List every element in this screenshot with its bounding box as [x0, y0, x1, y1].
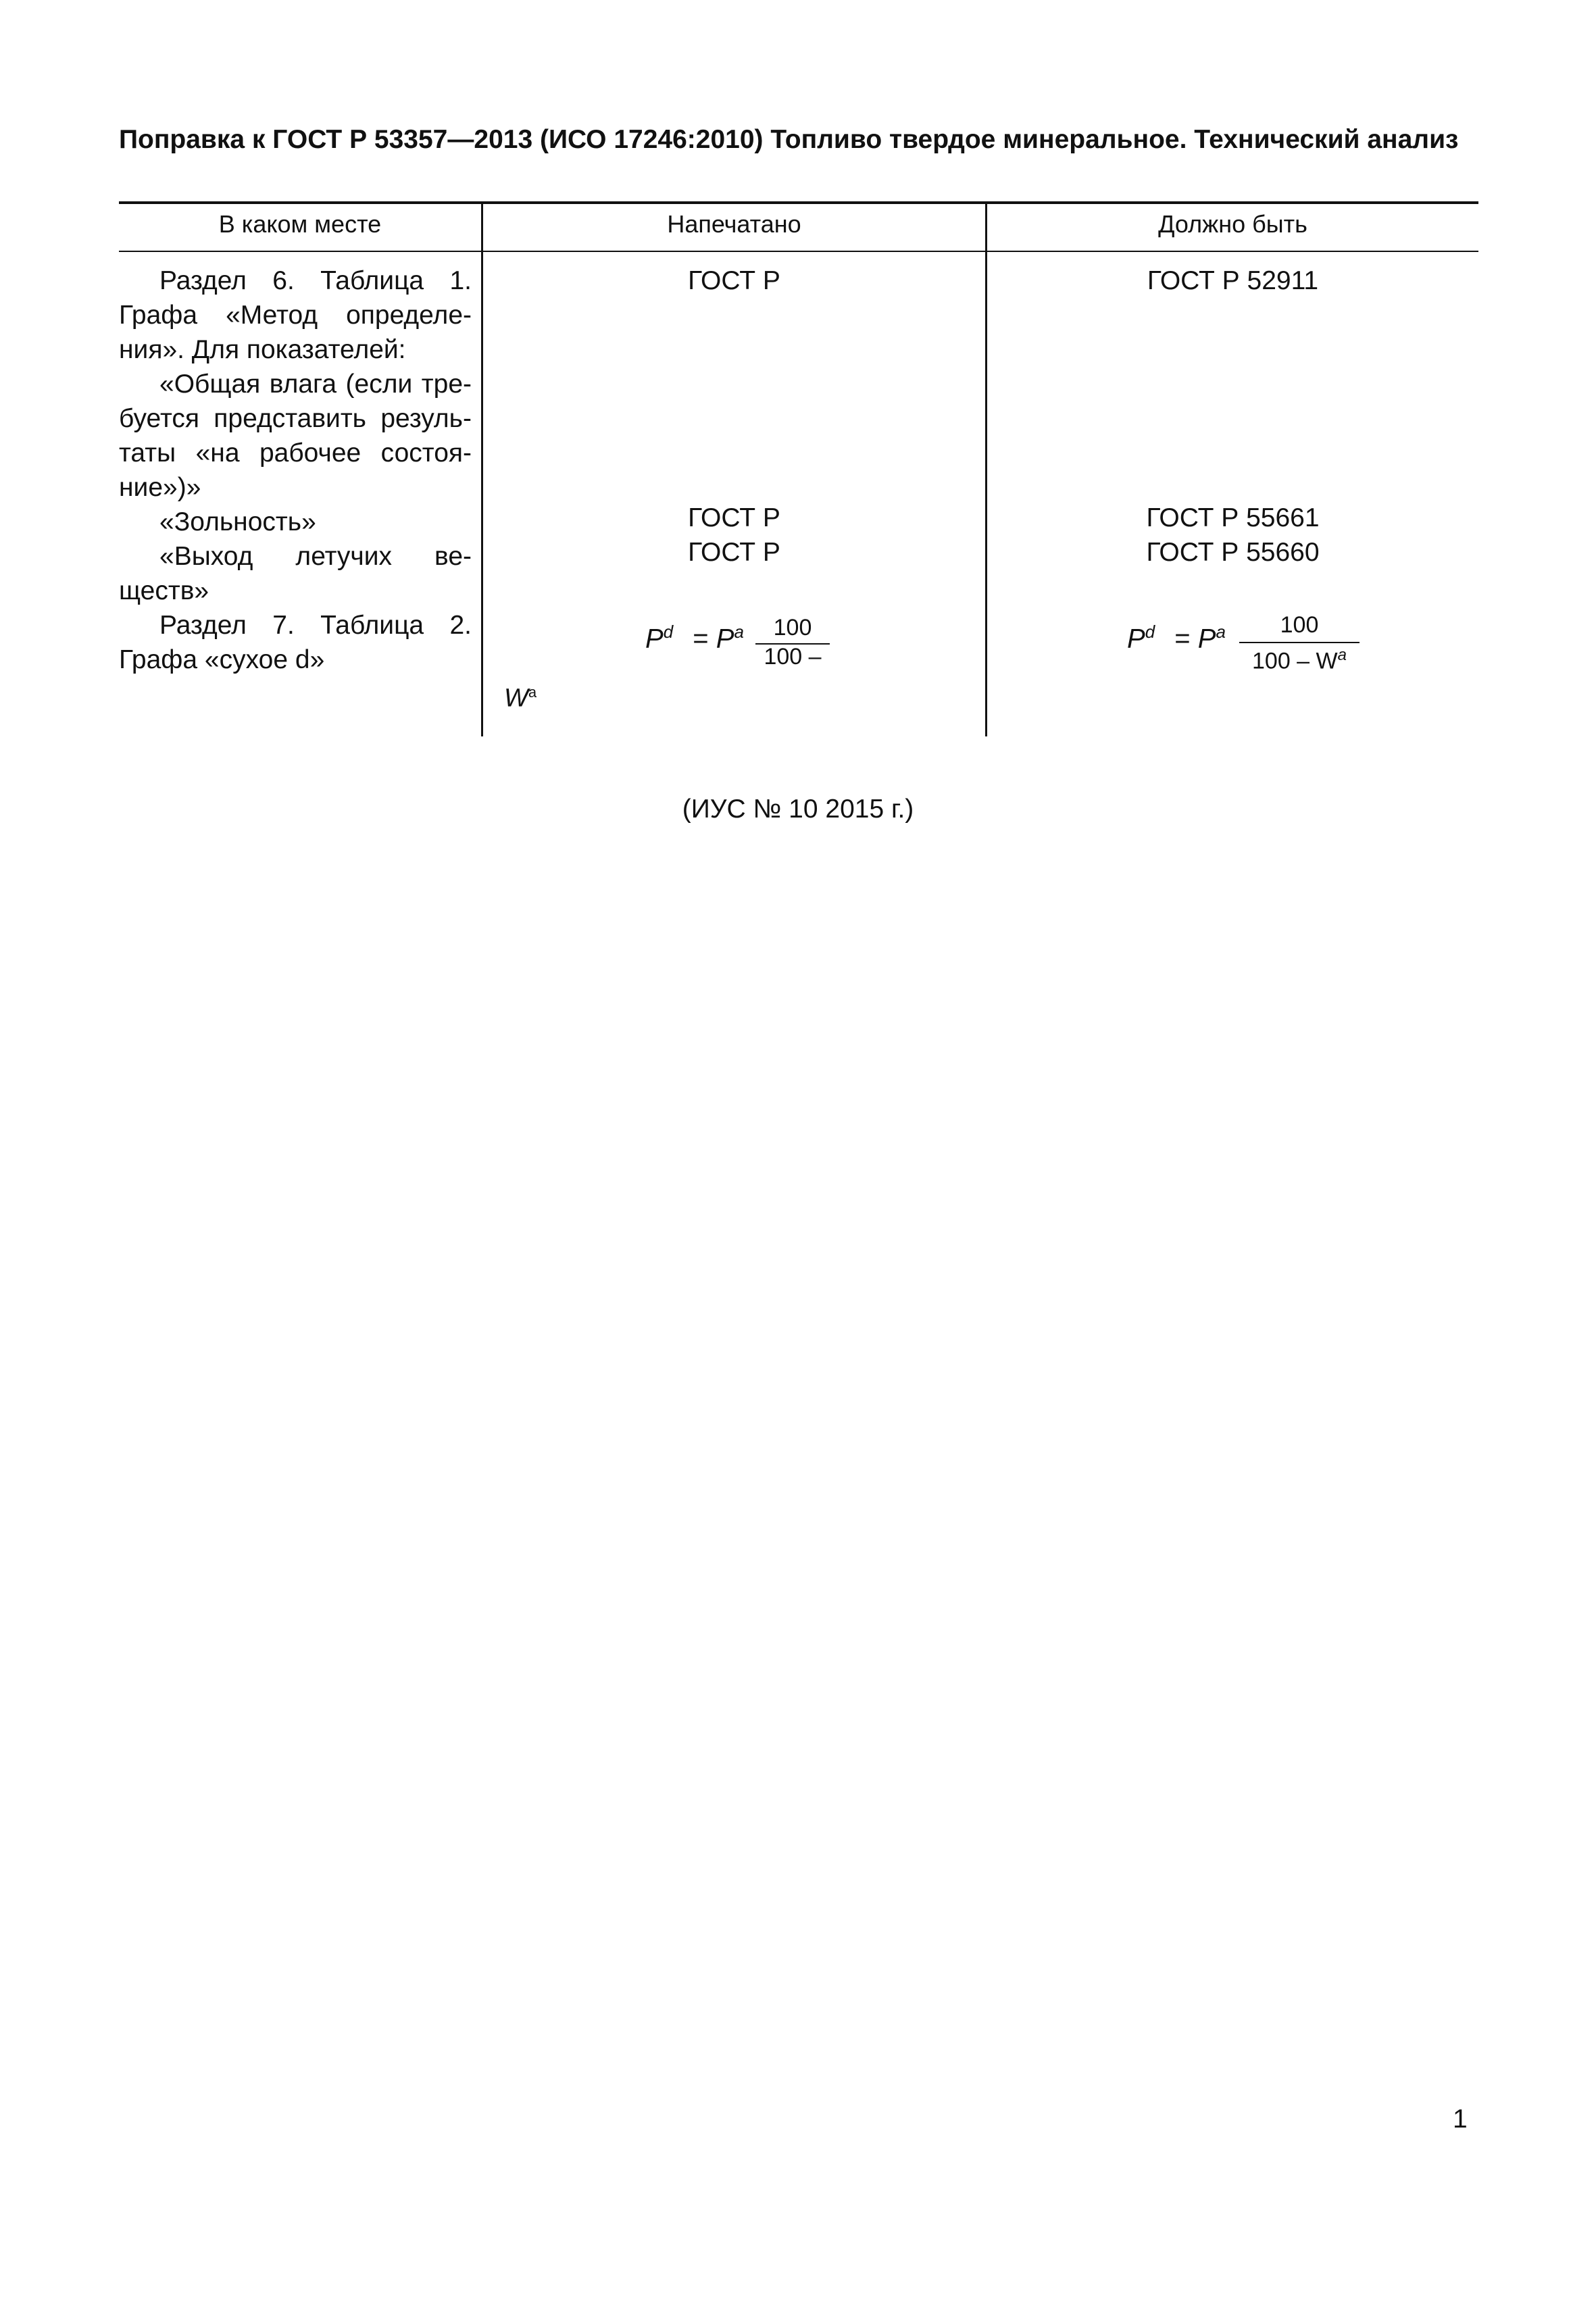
location-column — [119, 263, 472, 677]
formula-superscript: a — [734, 622, 744, 642]
table-header-rule — [119, 251, 1478, 252]
printed-formula — [645, 622, 744, 654]
location-line: ние»)» — [119, 473, 201, 502]
header-printed: Напечатано — [667, 210, 801, 238]
correct-value: ГОСТ Р 55661 — [1146, 503, 1320, 532]
formula-symbol: P — [1197, 624, 1216, 654]
location-line: ществ» — [119, 576, 209, 605]
formula-superscript: a — [1216, 622, 1226, 642]
formula-superscript: a — [1337, 646, 1347, 664]
formula-superscript: d — [1145, 622, 1155, 642]
formula-equals: = — [693, 624, 709, 654]
location-line: Графа «сухое d» — [119, 645, 325, 674]
correct-value: ГОСТ Р 52911 — [1147, 266, 1319, 295]
formula-symbol: W — [504, 684, 528, 713]
location-line: ния». Для показателей: — [119, 335, 406, 364]
location-line: Раздел 6. Таблица 1. — [159, 266, 472, 295]
document-title: Поправка к ГОСТ Р 53357—2013 (ИСО 17246:2010) Топливо твердое минеральное. Технический анализ — [119, 125, 1459, 154]
header-should-be: Должно быть — [1158, 210, 1307, 238]
location-line: Графа «Метод определе- — [119, 301, 472, 330]
location-line: буется представить резуль- — [119, 404, 472, 433]
correct-value: ГОСТ Р 55660 — [1146, 538, 1320, 567]
printed-value: ГОСТ Р — [688, 538, 780, 567]
correct-denominator — [1239, 646, 1360, 674]
correct-fraction-bar — [1239, 642, 1360, 643]
formula-symbol: P — [716, 624, 734, 654]
location-line: таты «на рабочее состоя- — [119, 438, 472, 468]
location-line: «Зольность» — [159, 507, 316, 536]
header-location: В каком месте — [218, 210, 382, 238]
formula-symbol: P — [1127, 624, 1145, 654]
printed-denominator: 100 – — [764, 644, 822, 670]
formula-symbol: P — [645, 624, 664, 654]
source-note: (ИУС № 10 2015 г.) — [682, 795, 914, 824]
correct-denominator-text: 100 – W — [1252, 648, 1338, 674]
printed-value: ГОСТ Р — [688, 266, 780, 295]
location-line: Раздел 7. Таблица 2. — [159, 611, 472, 640]
location-line: «Общая влага (если тре- — [159, 370, 472, 399]
printed-numerator: 100 — [773, 615, 812, 640]
formula-superscript: a — [528, 684, 537, 701]
formula-superscript: d — [663, 622, 674, 642]
correct-formula — [1127, 622, 1226, 654]
printed-value: ГОСТ Р — [688, 503, 780, 532]
page-number: 1 — [1453, 2105, 1468, 2134]
table-top-rule — [119, 201, 1478, 204]
location-line: «Выход летучих ве- — [159, 542, 472, 571]
correct-numerator: 100 — [1280, 612, 1319, 638]
printed-formula-overflow — [504, 684, 537, 713]
formula-equals: = — [1174, 624, 1191, 654]
